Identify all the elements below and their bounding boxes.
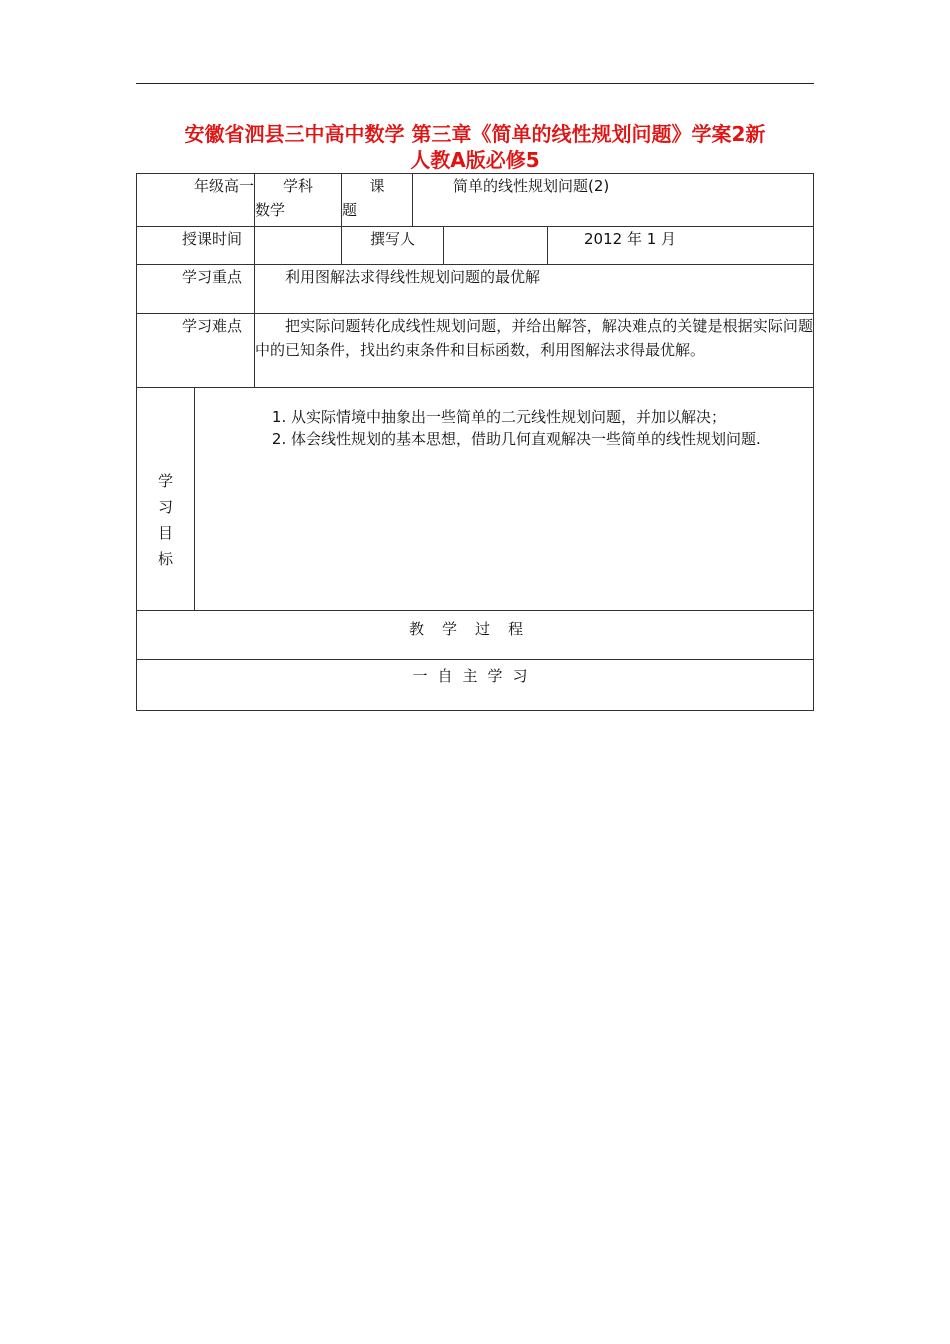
- topic-value-cell: [413, 174, 814, 227]
- difficulty-label: 学习难点: [182, 317, 243, 335]
- objectives-label-char: 目: [157, 524, 173, 542]
- objectives-label-char: 习: [157, 498, 173, 516]
- objectives-list: [195, 406, 813, 450]
- author-label-cell: [342, 227, 444, 265]
- author-label: 撰写人: [370, 230, 416, 248]
- key-point-content-cell: [255, 265, 814, 314]
- objectives-label-char: 学: [157, 472, 173, 490]
- time-label: 授课时间: [182, 230, 243, 248]
- subject-cell: [255, 174, 342, 227]
- difficulty-label-cell: [137, 314, 255, 388]
- objectives-content-cell: [195, 388, 814, 611]
- topic-label-cell: [342, 174, 413, 227]
- lesson-plan-table: [136, 173, 814, 711]
- author-value-cell: [444, 227, 548, 265]
- row-self-study: [137, 660, 814, 711]
- row-objectives: [137, 388, 814, 611]
- subject-value: 数学: [255, 201, 286, 219]
- objective-item: 2. 体会线性规划的基本思想，借助几何直观解决一些简单的线性规划问题.: [291, 428, 809, 450]
- document-title: [136, 121, 814, 173]
- header-rule: [136, 83, 814, 84]
- row-time-author: [137, 227, 814, 265]
- key-point-label-cell: [137, 265, 255, 314]
- row-grade-subject-topic: [137, 174, 814, 227]
- subject-label: 学科: [283, 177, 314, 195]
- grade-label: 年级高一: [194, 177, 255, 195]
- document-title-line-2: 人教A版必修5: [410, 148, 540, 172]
- self-study-cell: [137, 660, 814, 711]
- teaching-process-cell: [137, 611, 814, 660]
- objectives-label: [137, 388, 194, 572]
- row-teaching-process: [137, 611, 814, 660]
- objective-item: 1. 从实际情境中抽象出一些简单的二元线性规划问题，并加以解决；: [291, 406, 809, 428]
- time-label-cell: [137, 227, 255, 265]
- date-value: 2012 年 1 月: [584, 230, 677, 248]
- topic-label-char-2: 题: [342, 201, 358, 219]
- topic-label-char-1: 课: [369, 177, 385, 195]
- grade-cell: [137, 174, 255, 227]
- teaching-process-heading: 教学过程: [409, 620, 542, 638]
- objectives-label-cell: [137, 388, 195, 611]
- row-difficulty: [137, 314, 814, 388]
- objectives-label-char: 标: [157, 550, 173, 568]
- time-value-cell: [255, 227, 342, 265]
- date-cell: [548, 227, 814, 265]
- key-point-content: 利用图解法求得线性规划问题的最优解: [285, 268, 541, 286]
- difficulty-content-cell: [255, 314, 814, 388]
- topic-value: 简单的线性规划问题(2): [453, 177, 610, 195]
- row-key-point: [137, 265, 814, 314]
- self-study-heading: 一自主学习: [412, 667, 538, 685]
- difficulty-content: 把实际问题转化成线性规划问题，并给出解答，解决难点的关键是根据实际问题中的已知条件，找出约束条件和目标函数，利用图解法求得最优解。: [255, 317, 814, 359]
- document-title-line-1: 安徽省泗县三中高中数学 第三章《简单的线性规划问题》学案2新: [184, 122, 766, 146]
- key-point-label: 学习重点: [182, 268, 243, 286]
